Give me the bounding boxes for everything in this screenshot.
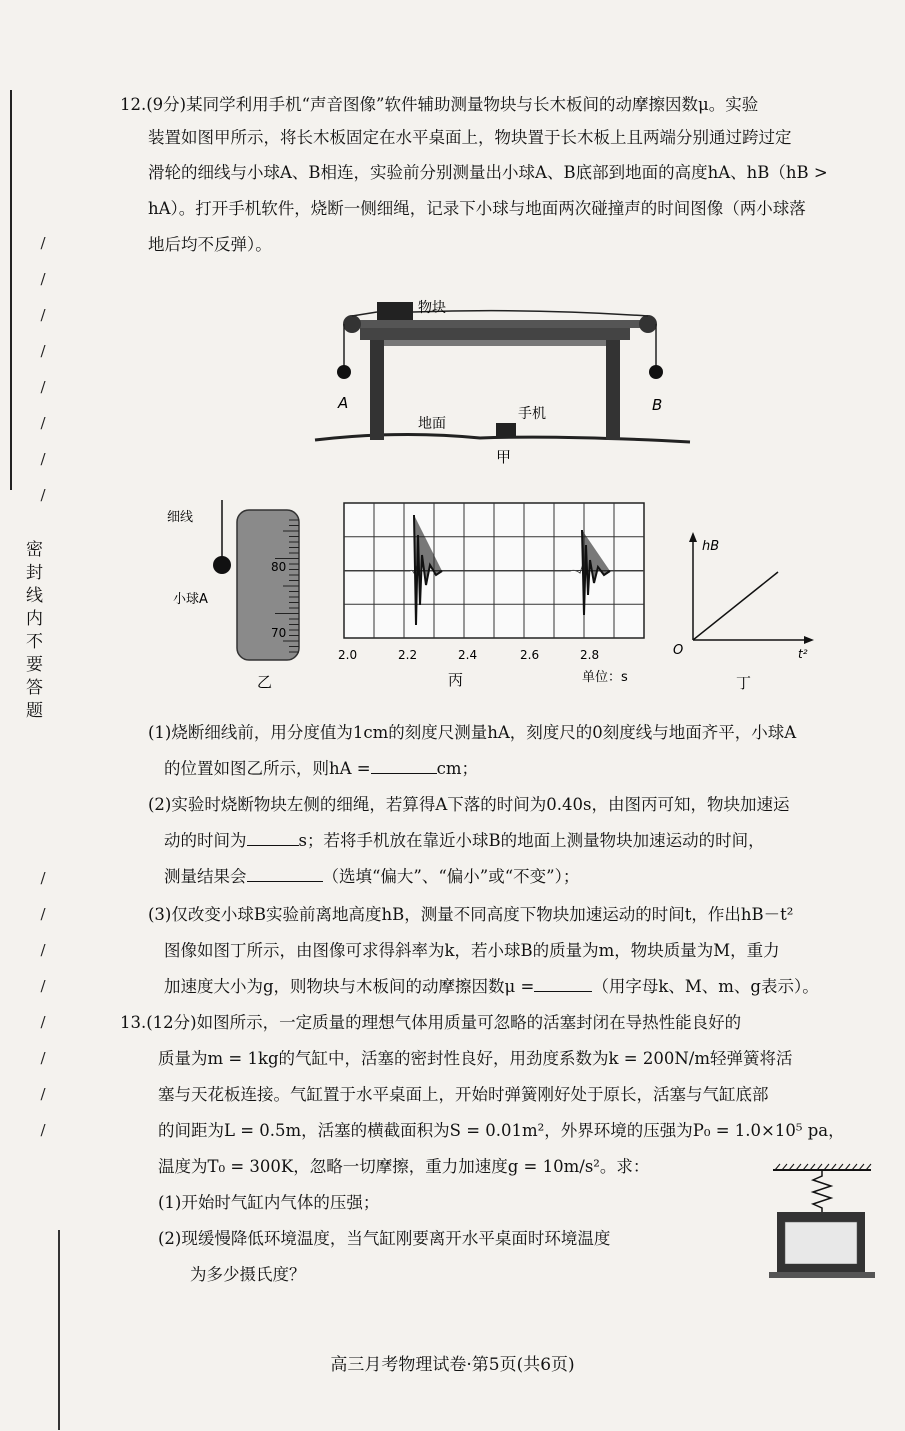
label-ball-b: B xyxy=(652,396,663,414)
caption-ding: 丁 xyxy=(736,674,752,692)
q12-part1-line2: 的位置如图乙所示，则hA = cm； xyxy=(164,752,478,785)
tick-2-2: 2.2 xyxy=(398,648,418,662)
q12-part3-line3: 加速度大小为g，则物块与木板间的动摩擦因数μ = （用字母k、M、m、g表示）。 xyxy=(164,970,819,1003)
unit-label: 单位：s xyxy=(582,670,628,685)
answer-blank-time[interactable] xyxy=(247,827,299,846)
q12-part1-line1: (1)烧断细线前，用分度值为1cm的刻度尺测量hA，刻度尺的0刻度线与地面齐平，小球A xyxy=(148,723,797,742)
q13-line-1: 13.(12分)如图所示，一定质量的理想气体用质量可忽略的活塞封闭在导热性能良好的 xyxy=(120,1013,742,1032)
ding-xlabel: t² xyxy=(798,647,808,661)
tick-2-6: 2.6 xyxy=(520,648,540,662)
label-string: 细线 xyxy=(167,510,194,525)
answer-blank-bias[interactable] xyxy=(247,863,323,882)
label-ground: 地面 xyxy=(418,416,446,432)
figure-ding xyxy=(668,530,818,695)
q12-line-5: 地后均不反弹）。 xyxy=(148,235,272,254)
binding-margin xyxy=(0,0,70,1431)
tick-2-8: 2.8 xyxy=(580,648,600,662)
q12-line-4: hA）。打开手机软件，烧断一侧细绳，记录下小球与地面两次碰撞声的时间图像（两小球落 xyxy=(148,199,806,218)
caption-yi: 乙 xyxy=(257,673,273,691)
q13-line-5: 温度为T₀ = 300K，忽略一切摩擦，重力加速度g = 10m/s²。求： xyxy=(158,1157,650,1176)
ruler-tick-70: 70 xyxy=(271,626,287,640)
q12-line-1: 12.(9分)某同学利用手机“声音图像”软件辅助测量物块与长木板间的动摩擦因数μ。实验 xyxy=(120,95,759,114)
answer-blank-ha[interactable] xyxy=(371,755,437,774)
q12-line-3: 滑轮的细线与小球A、B相连，实验前分别测量出小球A、B底部到地面的高度hA、hB（hB > xyxy=(148,163,828,182)
figure-bing xyxy=(330,495,660,695)
q12-part3-line2: 图像如图丁所示，由图像可求得斜率为k，若小球B的质量为m，物块质量为M，重力 xyxy=(164,941,780,960)
tick-2-0: 2.0 xyxy=(338,648,358,662)
q12-part2-line1: (2)实验时烧断物块左侧的细绳，若算得A下落的时间为0.40s，由图丙可知，物块加速运 xyxy=(148,795,790,814)
label-ball-a: A xyxy=(338,394,349,412)
ruler-tick-80: 80 xyxy=(271,560,287,574)
q13-line-7: (2)现缓慢降低环境温度，当气缸刚要离开水平桌面时环境温度 xyxy=(158,1229,611,1248)
binding-line xyxy=(10,90,12,490)
page-footer: 高三月考物理试卷·第5页(共6页) xyxy=(330,1355,575,1375)
figure-cylinder xyxy=(765,1162,880,1282)
binding-slashes-bottom: / / / / / / / / xyxy=(40,869,46,1139)
q13-line-4: 的间距为L = 0.5m，活塞的横截面积为S = 0.01m²，外界环境的压强为P₀ = 1.0×10⁵ pa， xyxy=(158,1121,845,1140)
caption-bing: 丙 xyxy=(448,671,464,689)
label-phone: 手机 xyxy=(518,406,546,422)
answer-blank-mu[interactable] xyxy=(534,973,592,992)
q13-line-8: 为多少摄氏度？ xyxy=(190,1265,306,1284)
label-ball-a-ruler: 小球A xyxy=(173,592,208,607)
q12-part2-line2: 动的时间为 s；若将手机放在靠近小球B的地面上测量物块加速运动的时间， xyxy=(164,824,765,857)
figure-jia xyxy=(300,290,700,470)
q13-line-6: (1)开始时气缸内气体的压强； xyxy=(158,1193,380,1212)
q12-part3-line1: (3)仅改变小球B实验前离地高度hB，测量不同高度下物块加速运动的时间t，作出hB－t² xyxy=(148,905,794,924)
ding-origin: O xyxy=(673,643,684,658)
figure-yi xyxy=(165,495,315,695)
tick-2-4: 2.4 xyxy=(458,648,478,662)
binding-line-bottom xyxy=(58,1230,60,1430)
label-block: 物块 xyxy=(418,300,446,316)
q12-line-2: 装置如图甲所示，将长木板固定在水平桌面上，物块置于长木板上且两端分别通过跨过定 xyxy=(148,128,792,147)
q13-line-2: 质量为m = 1kg的气缸中，活塞的密封性良好，用劲度系数为k = 200N/m轻弹簧将活 xyxy=(158,1049,793,1068)
seal-text: 密封线内不要答题 xyxy=(22,540,42,724)
q12-part2-line3: 测量结果会 （选填“偏大”、“偏小”或“不变”）； xyxy=(164,860,579,893)
binding-slashes-top: / / / / / / / / xyxy=(40,234,46,504)
ding-ylabel: hB xyxy=(702,539,720,554)
caption-jia: 甲 xyxy=(496,448,512,466)
q13-line-3: 塞与天花板连接。气缸置于水平桌面上，开始时弹簧刚好处于原长，活塞与气缸底部 xyxy=(158,1085,769,1104)
